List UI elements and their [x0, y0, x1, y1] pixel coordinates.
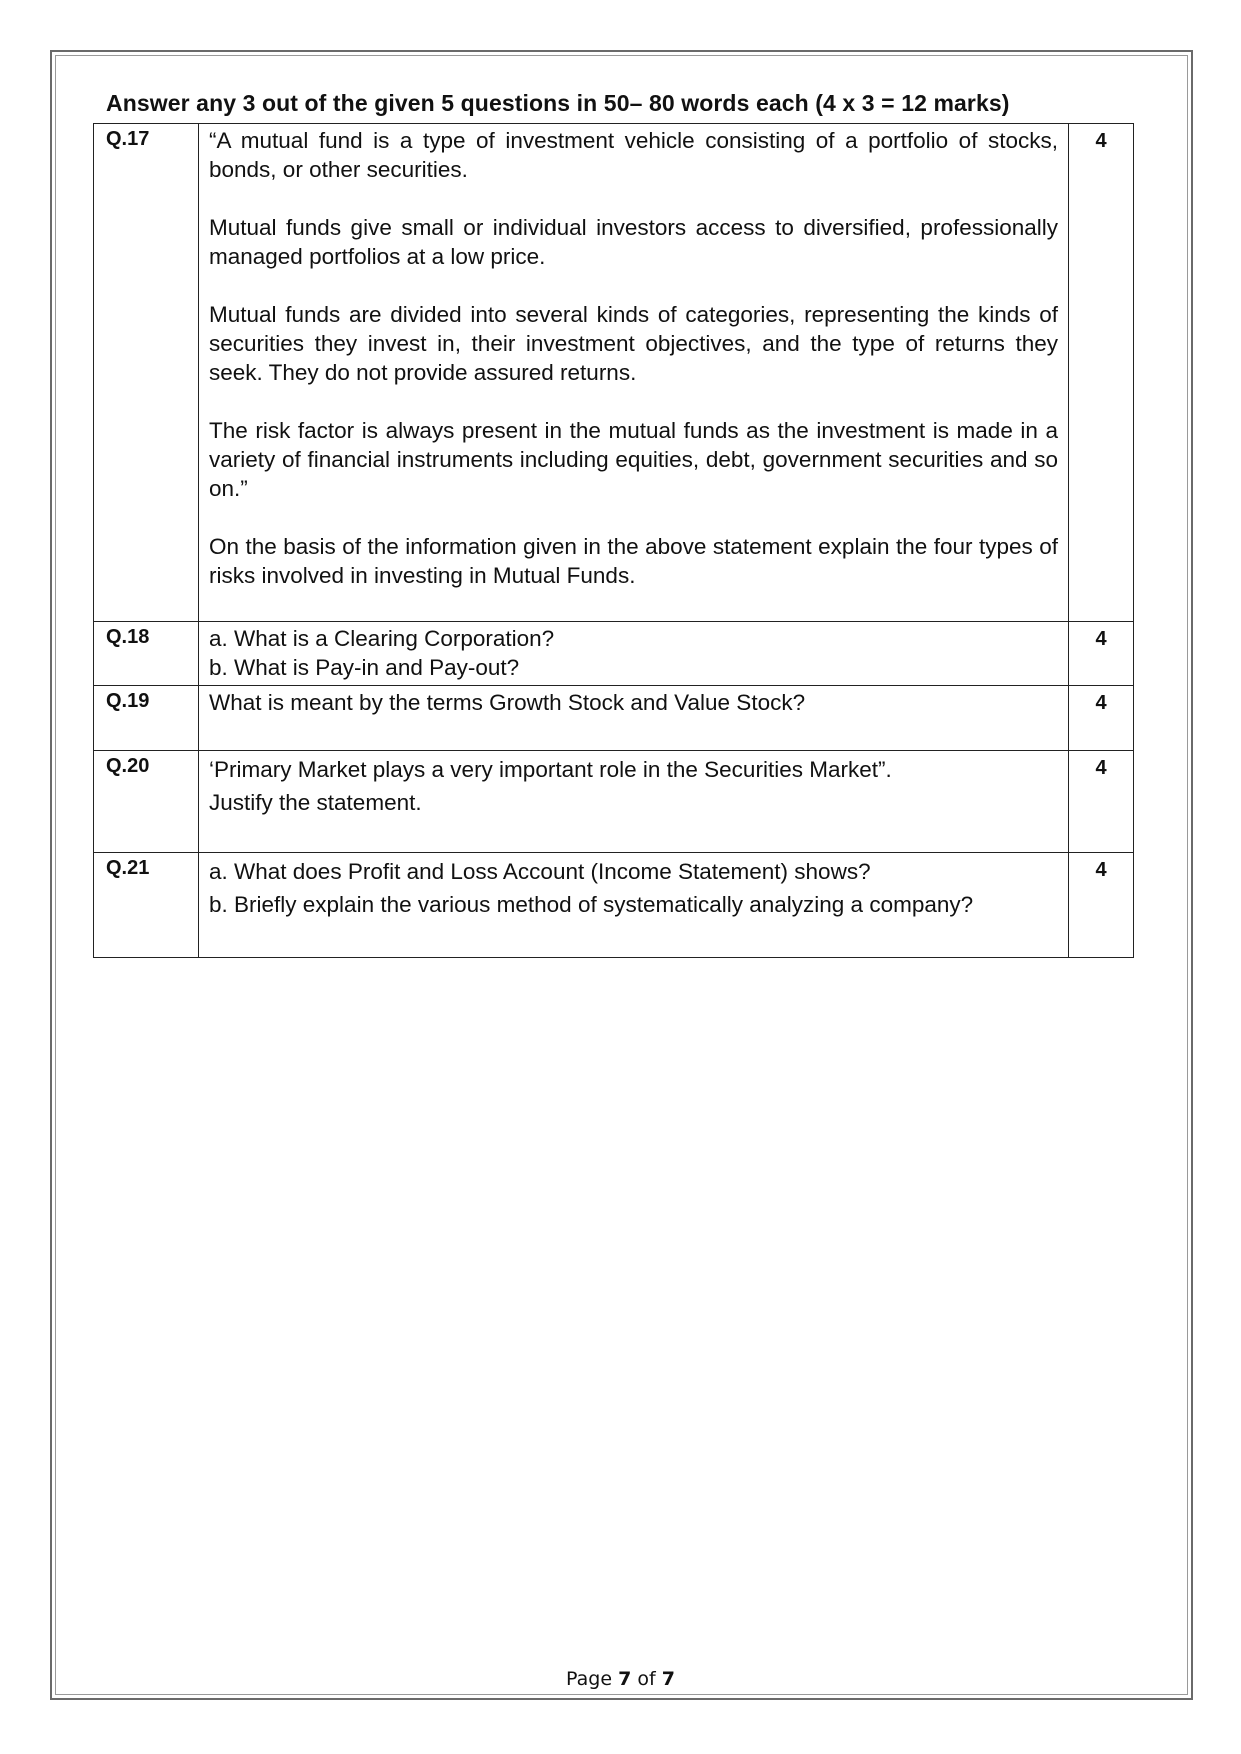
question-row	[94, 686, 1134, 751]
question-number: Q.20	[94, 751, 199, 853]
question-paragraph: “A mutual fund is a type of investment vehicle consisting of a portfolio of stocks, bonds, or other securities.	[209, 128, 1058, 182]
question-line: What is meant by the terms Growth Stock and Value Stock?	[209, 690, 806, 715]
question-text	[199, 124, 1069, 622]
question-number: Q.19	[94, 686, 199, 751]
question-line: Justify the statement.	[209, 790, 422, 815]
question-text	[199, 751, 1069, 853]
question-marks: 4	[1069, 124, 1134, 622]
question-marks: 4	[1069, 853, 1134, 958]
section-instruction: Answer any 3 out of the given 5 questions in 50– 80 words each (4 x 3 = 12 marks)	[106, 90, 1010, 116]
page-of-label: of	[637, 1668, 656, 1690]
question-marks: 4	[1069, 751, 1134, 853]
page-number	[0, 1668, 1241, 1690]
question-text	[199, 853, 1069, 958]
question-paragraph: The risk factor is always present in the mutual funds as the investment is made in a variety of financial instruments including equities, debt, government securities and so on.”	[209, 418, 1058, 501]
questions-table	[93, 123, 1134, 958]
page-label: Page	[566, 1668, 613, 1690]
question-row	[94, 124, 1134, 622]
question-marks: 4	[1069, 686, 1134, 751]
question-paragraph: On the basis of the information given in the above statement explain the four types of risks involved in investing in Mutual Funds.	[209, 534, 1058, 588]
question-line: b. Briefly explain the various method of systematically analyzing a company?	[209, 892, 974, 917]
question-marks: 4	[1069, 622, 1134, 686]
total-pages: 7	[661, 1668, 675, 1690]
question-number: Q.17	[94, 124, 199, 622]
current-page: 7	[618, 1668, 632, 1690]
question-line: a. What is a Clearing Corporation?	[209, 626, 555, 651]
question-row	[94, 622, 1134, 686]
question-line: a. What does Profit and Loss Account (Income Statement) shows?	[209, 859, 871, 884]
question-text	[199, 686, 1069, 751]
question-line: b. What is Pay-in and Pay-out?	[209, 655, 520, 680]
question-paragraph: Mutual funds are divided into several kinds of categories, representing the kinds of securities they invest in, their investment objectives, and the type of returns they seek. They do not provide assured returns.	[209, 302, 1058, 385]
question-paragraph: Mutual funds give small or individual investors access to diversified, professionally managed portfolios at a low price.	[209, 215, 1058, 269]
question-row	[94, 853, 1134, 958]
question-row	[94, 751, 1134, 853]
question-number: Q.18	[94, 622, 199, 686]
question-text	[199, 622, 1069, 686]
question-line: ‘Primary Market plays a very important role in the Securities Market”.	[209, 757, 892, 782]
question-number: Q.21	[94, 853, 199, 958]
